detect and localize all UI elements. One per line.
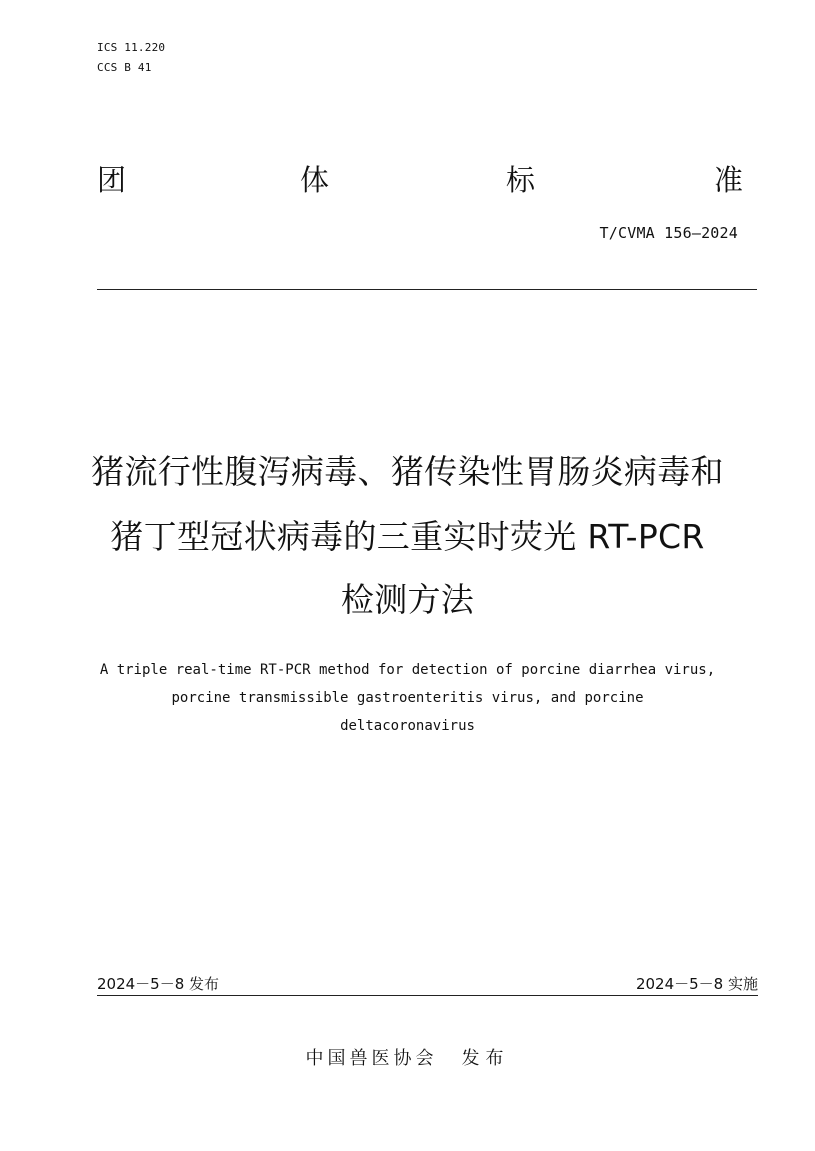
issuing-organization: 中国兽医协会 (305, 1048, 438, 1069)
publish-date: 2024－5－8 发布 (97, 975, 220, 993)
issuer-line (0, 1045, 815, 1073)
chinese-title-line-3: 检测方法 (340, 580, 475, 619)
implementation-date: 2024－5－8 实施 (635, 975, 758, 993)
issue-action: 发布 (461, 1048, 510, 1069)
english-title-line-2: porcine transmissible gastroenteritis virus, and porcine (171, 690, 644, 706)
standard-type-char: 标 (506, 163, 536, 197)
footer-divider (97, 995, 758, 996)
english-title-line-1: A triple real-time RT-PCR method for detection of porcine diarrhea virus, (99, 662, 716, 678)
english-title-line-3: deltacoronavirus (340, 718, 475, 734)
chinese-title-line-2: 猪丁型冠状病毒的三重实时荧光 RT-PCR (110, 517, 705, 556)
ccs-code: CCS B 41 (97, 61, 152, 74)
standard-number: T/CVMA 156—2024 (599, 224, 738, 242)
standard-type-char: 准 (714, 163, 744, 197)
standard-type-char: 团 (97, 163, 127, 197)
header-divider (97, 289, 757, 290)
ics-code: ICS 11.220 (97, 41, 166, 54)
standard-type-char: 体 (300, 163, 330, 197)
chinese-title-line-1: 猪流行性腹泻病毒、猪传染性胃肠炎病毒和 (91, 452, 724, 491)
